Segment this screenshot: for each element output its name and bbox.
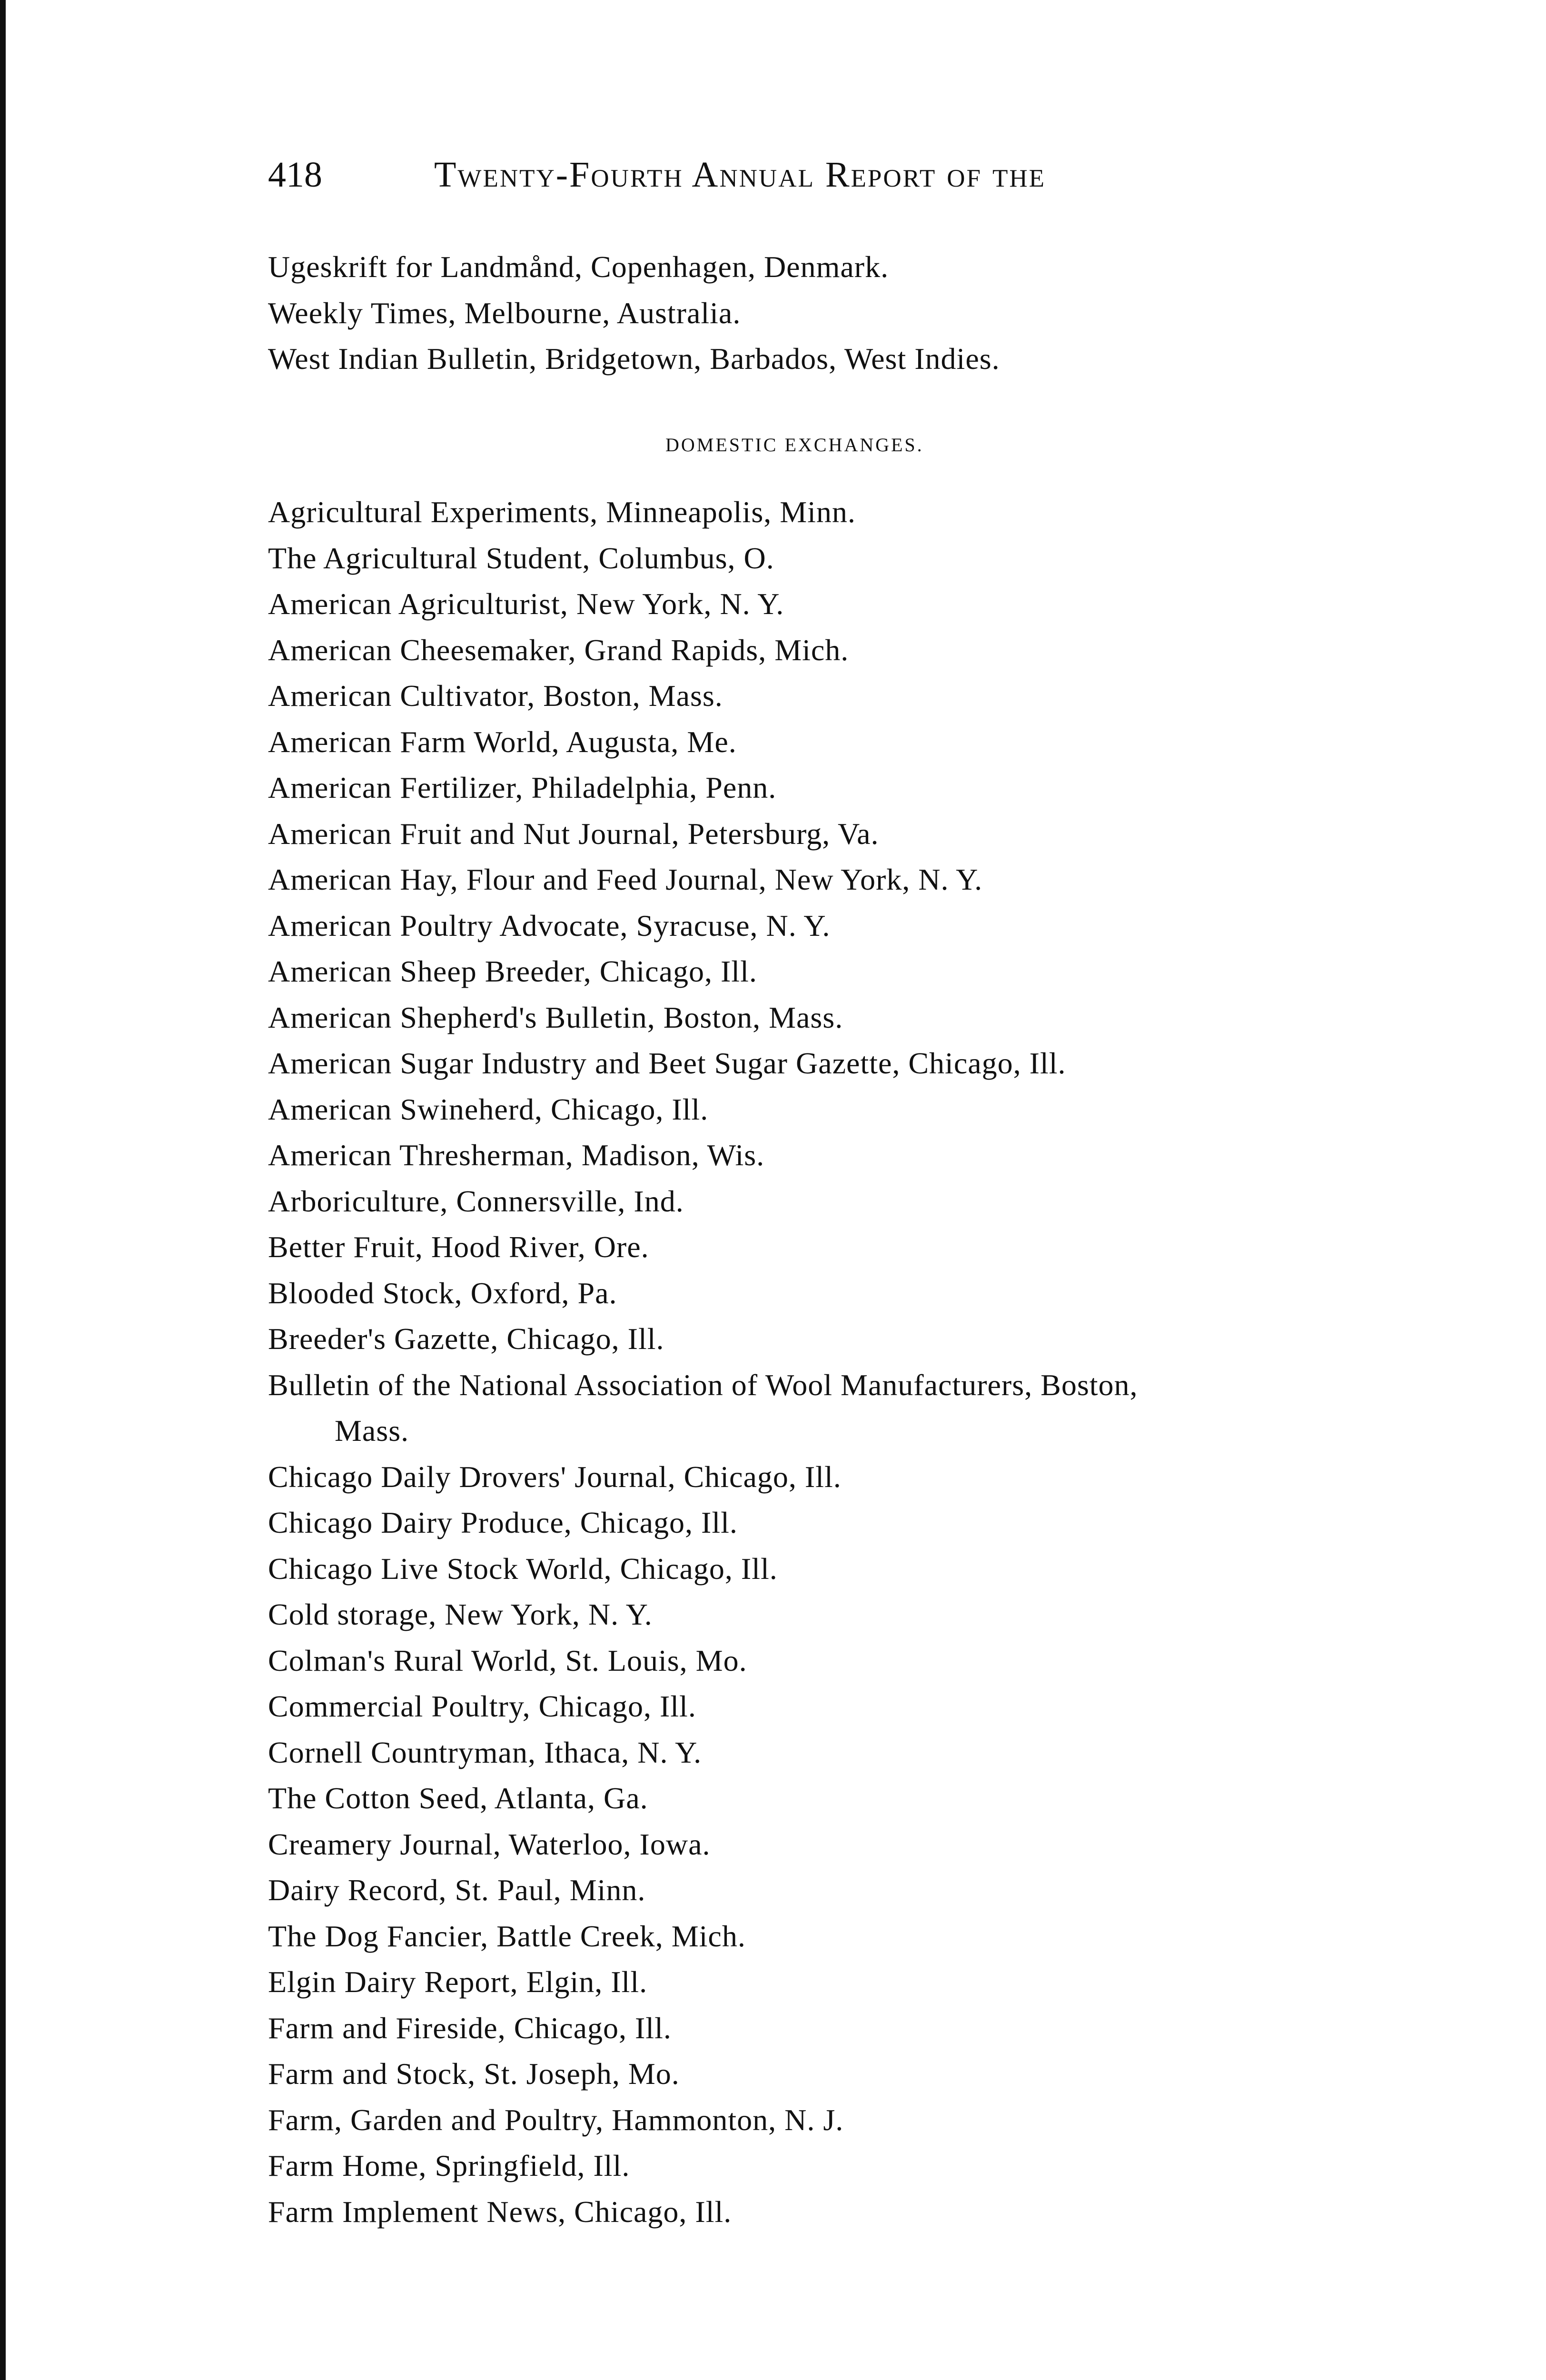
list-item: American Sugar Industry and Beet Sugar Gazette, Chicago, Ill. xyxy=(268,1046,1066,1080)
list-item: Arboriculture, Connersville, Ind. xyxy=(268,1184,684,1218)
list-item: American Farm World, Augusta, Me. xyxy=(268,724,737,759)
foreign-exchanges-list xyxy=(268,244,1458,382)
list-item: Agricultural Experiments, Minneapolis, Minn. xyxy=(268,495,856,529)
list-item: Farm and Fireside, Chicago, Ill. xyxy=(268,2011,672,2045)
list-item: American Hay, Flour and Feed Journal, New York, N. Y. xyxy=(268,863,983,896)
section-heading: DOMESTIC EXCHANGES. xyxy=(665,434,924,456)
list-item: Elgin Dairy Report, Elgin, Ill. xyxy=(268,1965,648,1999)
list-item: Farm and Stock, St. Joseph, Mo. xyxy=(268,2057,680,2091)
list-item: American Fertilizer, Philadelphia, Penn. xyxy=(268,771,777,804)
list-item: American Fruit and Nut Journal, Petersburg, Va. xyxy=(268,816,879,851)
list-item: Chicago Live Stock World, Chicago, Ill. xyxy=(268,1551,778,1586)
list-item: West Indian Bulletin, Bridgetown, Barbados, West Indies. xyxy=(268,342,1000,376)
list-item: The Dog Fancier, Battle Creek, Mich. xyxy=(268,1919,746,1953)
list-item: Bulletin of the National Association of Wool Manufacturers, Boston, xyxy=(268,1368,1138,1402)
list-item: Ugeskrift for Landmånd, Copenhagen, Denmark. xyxy=(268,250,889,284)
page-number: 418 xyxy=(268,155,322,195)
list-item: American Swineherd, Chicago, Ill. xyxy=(268,1092,709,1126)
scan-left-border xyxy=(0,0,6,2380)
list-item: Farm, Garden and Poultry, Hammonton, N. J. xyxy=(268,2102,844,2137)
list-item: Better Fruit, Hood River, Ore. xyxy=(268,1230,649,1264)
list-item: Creamery Journal, Waterloo, Iowa. xyxy=(268,1827,711,1861)
domestic-exchanges-list xyxy=(268,489,1420,2235)
list-item: Farm Home, Springfield, Ill. xyxy=(268,2149,630,2182)
list-item: The Cotton Seed, Atlanta, Ga. xyxy=(268,1781,648,1815)
list-item: Weekly Times, Melbourne, Australia. xyxy=(268,296,741,330)
list-item: American Agriculturist, New York, N. Y. xyxy=(268,587,784,621)
list-item: Farm Implement News, Chicago, Ill. xyxy=(268,2194,732,2229)
list-item: The Agricultural Student, Columbus, O. xyxy=(268,541,774,575)
list-item-continuation: Mass. xyxy=(335,1414,409,1448)
list-item: American Cultivator, Boston, Mass. xyxy=(268,679,723,713)
list-item: Chicago Daily Drovers' Journal, Chicago, Ill. xyxy=(268,1459,842,1494)
list-item: Cold storage, New York, N. Y. xyxy=(268,1597,653,1631)
list-item: American Sheep Breeder, Chicago, Ill. xyxy=(268,954,757,988)
list-item: American Poultry Advocate, Syracuse, N. Y. xyxy=(268,908,831,942)
list-item: Chicago Dairy Produce, Chicago, Ill. xyxy=(268,1506,738,1539)
list-item: Blooded Stock, Oxford, Pa. xyxy=(268,1276,617,1310)
list-item: American Shepherd's Bulletin, Boston, Mass. xyxy=(268,1000,843,1034)
list-item: American Cheesemaker, Grand Rapids, Mich. xyxy=(268,633,849,667)
list-item: Dairy Record, St. Paul, Minn. xyxy=(268,1873,646,1907)
list-item: American Thresherman, Madison, Wis. xyxy=(268,1138,765,1172)
list-item: Commercial Poultry, Chicago, Ill. xyxy=(268,1689,696,1723)
page-header xyxy=(268,153,1296,196)
list-item: Cornell Countryman, Ithaca, N. Y. xyxy=(268,1735,702,1769)
running-title: Twenty-Fourth Annual Report of the xyxy=(434,155,1046,195)
list-item: Colman's Rural World, St. Louis, Mo. xyxy=(268,1643,747,1677)
list-item: Breeder's Gazette, Chicago, Ill. xyxy=(268,1322,664,1356)
